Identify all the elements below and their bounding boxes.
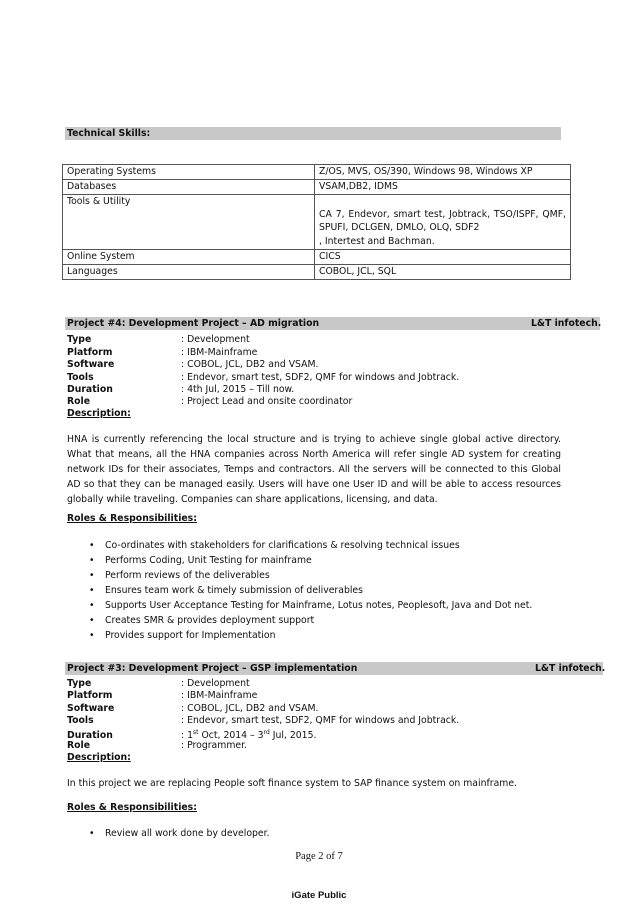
- project3-tools: Tools : Endevor, smart test, SDF2, QMF for windows and Jobtrack.: [67, 715, 460, 726]
- list-item: • Co-ordinates with stakeholders for clarifications & resolving technical issues: [89, 540, 460, 551]
- project4-type: Type : Development: [67, 334, 250, 345]
- bullet-icon: •: [89, 555, 95, 566]
- skill-category: Online System: [63, 250, 315, 265]
- project3-software: Software : COBOL, JCL, DB2 and VSAM.: [67, 703, 319, 714]
- skill-value: CICS: [315, 250, 571, 265]
- skill-value: COBOL, JCL, SQL: [315, 265, 571, 280]
- project3-description-label: Description:: [67, 752, 131, 763]
- skill-value: Z/OS, MVS, OS/390, Windows 98, Windows XP: [315, 165, 571, 180]
- project4-role: Role : Project Lead and onsite coordinator: [67, 396, 353, 407]
- skill-category: Tools & Utility: [63, 195, 315, 250]
- project4-description-label: Description:: [67, 408, 131, 419]
- skill-value: [315, 195, 571, 250]
- project4-roles-list: [67, 538, 532, 643]
- project4-company: L&T infotech.: [531, 318, 602, 329]
- project3-description: In this project we are replacing People soft finance system to SAP finance system on mainframe.: [67, 778, 517, 789]
- project3-type: Type : Development: [67, 678, 250, 689]
- table-row: [63, 195, 571, 250]
- project3-roles-list: [67, 826, 270, 841]
- list-item: • Ensures team work & timely submission of deliverables: [89, 585, 363, 596]
- table-row: [63, 180, 571, 195]
- skill-category: Databases: [63, 180, 315, 195]
- project4-duration: Duration : 4th Jul, 2015 – Till now.: [67, 384, 295, 395]
- skill-category: Operating Systems: [63, 165, 315, 180]
- bullet-icon: •: [89, 630, 95, 641]
- classification-label: iGate Public: [291, 890, 347, 901]
- skill-category: Languages: [63, 265, 315, 280]
- bullet-icon: •: [89, 585, 95, 596]
- list-item: • Review all work done by developer.: [89, 828, 270, 839]
- project4-roles-label: Roles & Responsibilities:: [67, 513, 197, 524]
- project4-title: Project #4: Development Project – AD migration: [67, 318, 320, 329]
- tools-list: CA 7, Endevor, smart test, Jobtrack, TSO/ISPF, QMF, SPUFI, DCLGEN, DMLO, OLQ, SDF2: [319, 209, 566, 233]
- bullet-icon: •: [89, 540, 95, 551]
- page-number: Page 2 of 7: [295, 851, 343, 862]
- technical-skills-heading: Technical Skills:: [67, 128, 151, 139]
- project4-description: HNA is currently referencing the local structure and is trying to achieve single global active directory. What that means, all the HNA companies across North America will refer single AD system for creating network IDs for their associates, Temps and contractors. All the servers will be connected to this Global AD so that they can be managed easily. Users will have one User ID and will be able to access resources globally while traveling. Companies can share applications, licensing, and data.: [67, 434, 561, 505]
- project3-duration: Duration : 1st Oct, 2014 – 3rd Jul, 2015.: [67, 729, 317, 742]
- table-row: [63, 165, 571, 180]
- list-item: • Provides support for Implementation: [89, 630, 276, 641]
- project4-platform: Platform : IBM-Mainframe: [67, 347, 258, 358]
- technical-skills-table: [62, 164, 571, 280]
- project3-roles-label: Roles & Responsibilities:: [67, 802, 197, 813]
- table-row: [63, 265, 571, 280]
- bullet-icon: •: [89, 828, 95, 839]
- project3-role: Role : Programmer.: [67, 740, 248, 751]
- project4-tools: Tools : Endevor, smart test, SDF2, QMF for windows and Jobtrack.: [67, 372, 460, 383]
- list-item: • Perform reviews of the deliverables: [89, 570, 270, 581]
- project3-platform: Platform : IBM-Mainframe: [67, 690, 258, 701]
- bullet-icon: •: [89, 615, 95, 626]
- list-item: • Performs Coding, Unit Testing for mainframe: [89, 555, 312, 566]
- table-row: [63, 250, 571, 265]
- bullet-icon: •: [89, 570, 95, 581]
- bullet-icon: •: [89, 600, 95, 611]
- project4-software: Software : COBOL, JCL, DB2 and VSAM.: [67, 359, 319, 370]
- skill-value: VSAM,DB2, IDMS: [315, 180, 571, 195]
- project3-title: Project #3: Development Project – GSP implementation: [67, 663, 358, 674]
- list-item: • Creates SMR & provides deployment support: [89, 615, 315, 626]
- tools-list-continued: , Intertest and Bachman.: [319, 236, 435, 247]
- project3-company: L&T infotech.: [535, 663, 606, 674]
- list-item: • Supports User Acceptance Testing for Mainframe, Lotus notes, Peoplesoft, Java and Dot net.: [89, 600, 533, 611]
